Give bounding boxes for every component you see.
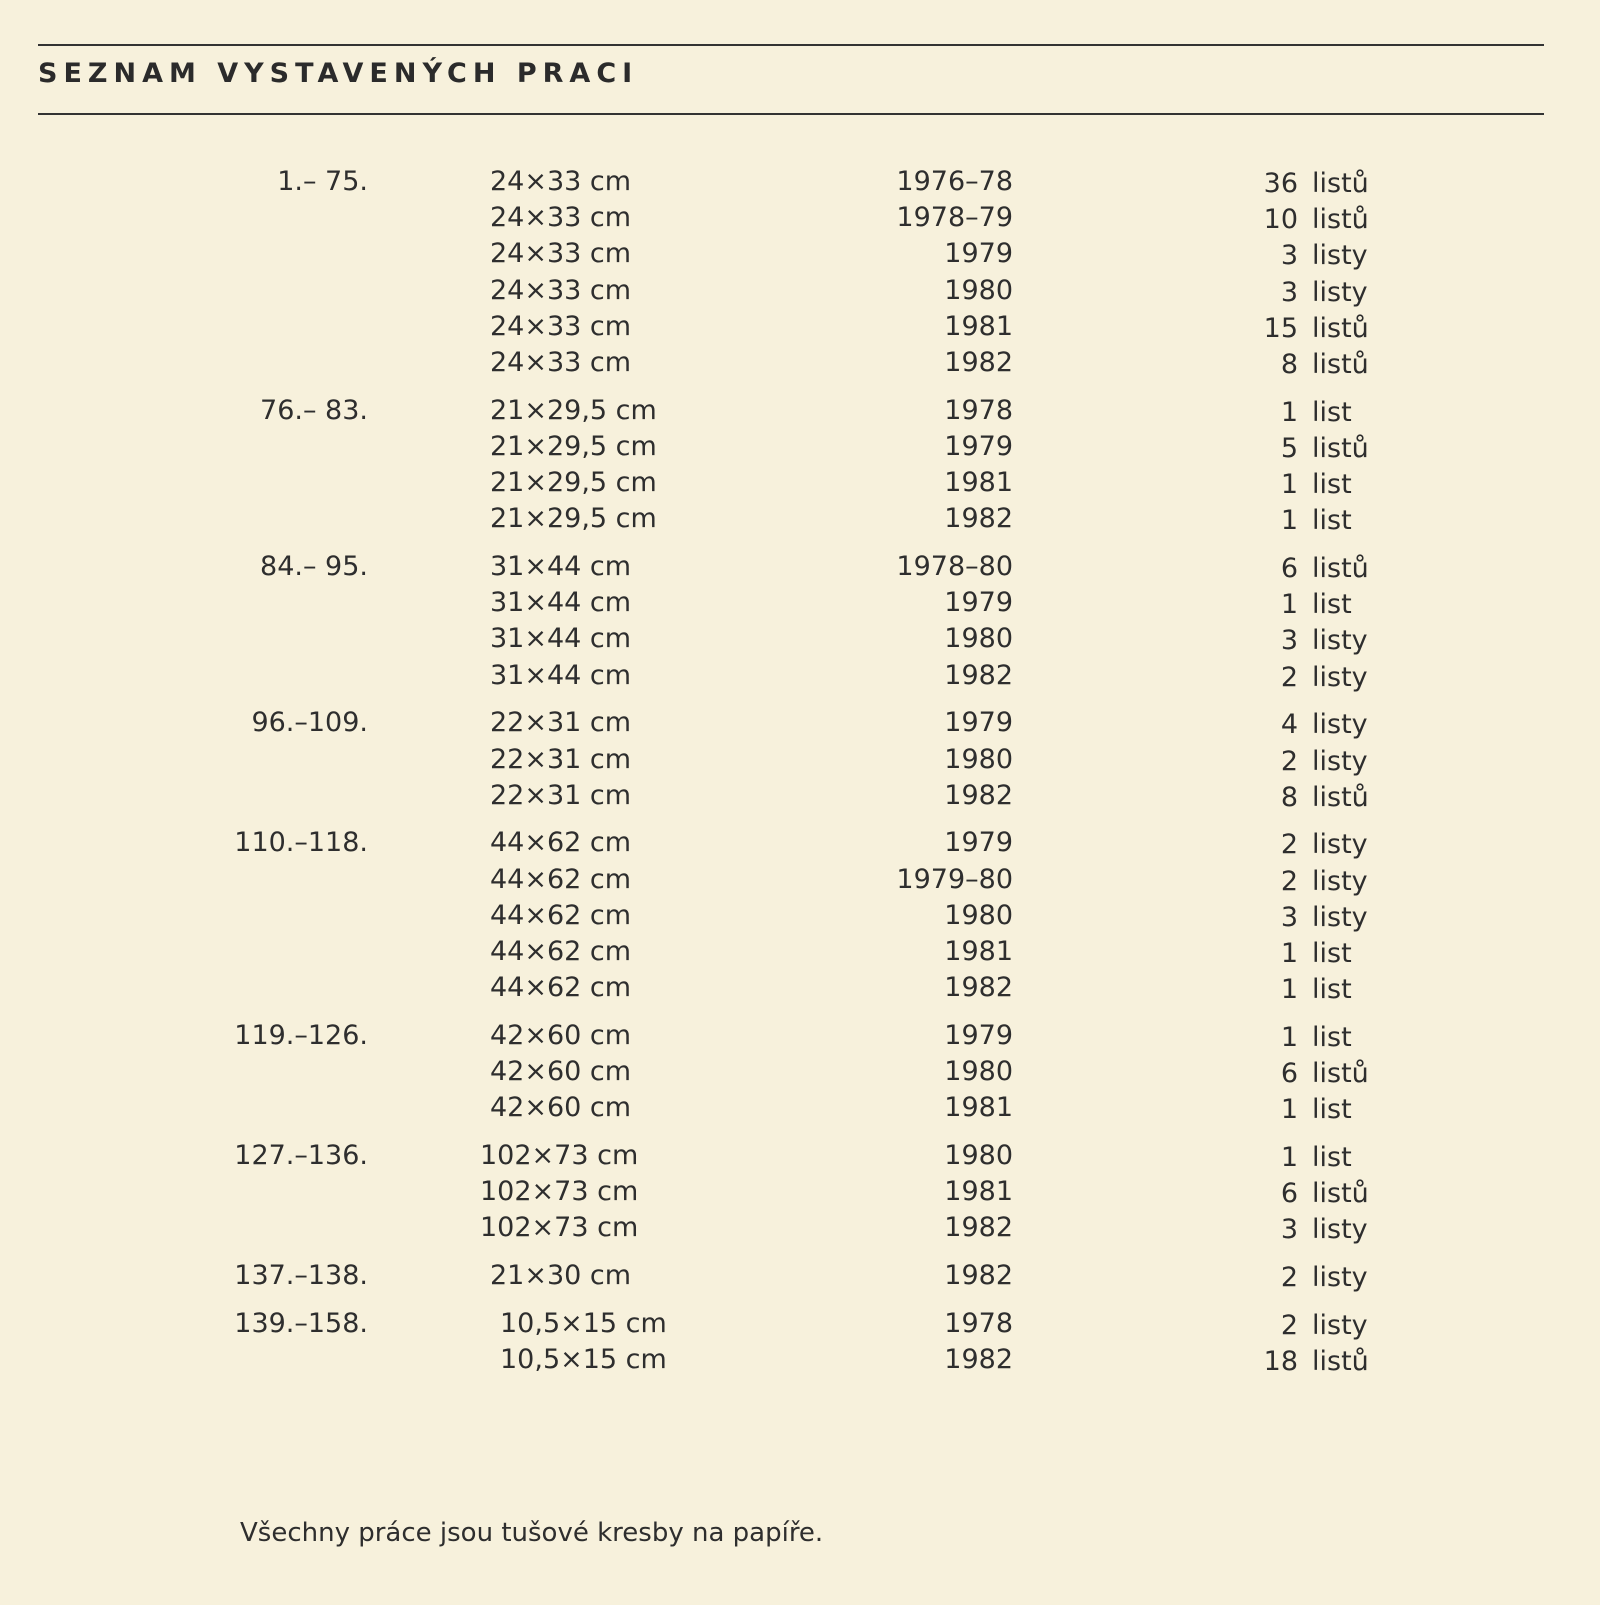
- entry-year: 1982: [944, 347, 1013, 378]
- entry-range: 127.–136.: [234, 1140, 368, 1171]
- entry-dimensions: 31×44 cm: [490, 659, 632, 691]
- entry-year: 1980: [944, 743, 1013, 775]
- entry-count-unit: listy: [1312, 240, 1368, 272]
- entry-count-number: 10: [1263, 204, 1298, 236]
- entry-dimensions: 44×62 cm: [490, 972, 632, 1004]
- entry-dimensions: 44×62 cm: [490, 899, 632, 931]
- entry-year: 1980: [944, 1140, 1013, 1171]
- entry-count: [1254, 168, 1369, 200]
- entry-year: 1978–80: [896, 551, 1013, 582]
- entry-count: [1254, 1022, 1352, 1054]
- entry-range: 84.– 95.: [260, 551, 368, 582]
- entry-count: [1254, 505, 1352, 537]
- entry-year: 1978–79: [896, 202, 1013, 234]
- entry-count-unit: listů: [1312, 1346, 1369, 1377]
- entry-count-unit: list: [1312, 1094, 1352, 1126]
- entry-count-number: 3: [1280, 276, 1298, 308]
- entry-dimensions: 10,5×15 cm: [500, 1344, 667, 1375]
- entry-dimensions: 21×30 cm: [490, 1260, 632, 1292]
- entry-year: 1981: [944, 467, 1013, 499]
- entry-count-unit: listů: [1312, 349, 1369, 380]
- entry-dimensions: 21×29,5 cm: [490, 430, 657, 462]
- entry-dimensions: 24×33 cm: [490, 202, 632, 234]
- entry-count-unit: listy: [1312, 901, 1368, 933]
- entry-year: 1979–80: [896, 863, 1013, 895]
- entry-dimensions: 102×73 cm: [480, 1212, 639, 1244]
- entry-count-unit: list: [1312, 396, 1352, 428]
- entry-count: [1254, 1178, 1369, 1210]
- entry-dimensions: 24×33 cm: [490, 310, 632, 342]
- entry-dimensions: 44×62 cm: [490, 863, 632, 895]
- page-title: SEZNAM VYSTAVENÝCH PRACI: [38, 58, 639, 89]
- entry-count-number: 8: [1280, 349, 1298, 380]
- entry-year: 1981: [944, 1092, 1013, 1124]
- entry-count-number: 1: [1280, 469, 1298, 501]
- entry-count-number: 2: [1280, 745, 1298, 777]
- entry-count: [1254, 313, 1369, 345]
- entry-count-number: 6: [1280, 1058, 1298, 1090]
- entry-count-number: 4: [1280, 709, 1298, 741]
- entry-count: [1254, 553, 1369, 585]
- entry-count-unit: listů: [1312, 204, 1369, 236]
- entry-count: [1254, 1262, 1368, 1294]
- entry-range: 119.–126.: [234, 1019, 368, 1051]
- entry-count: [1254, 397, 1352, 429]
- entry-count-number: 1: [1280, 505, 1298, 537]
- entry-count-number: 2: [1280, 661, 1298, 693]
- entry-dimensions: 24×33 cm: [490, 166, 632, 197]
- entry-year: 1980: [944, 1056, 1013, 1088]
- entry-count-number: 3: [1280, 901, 1298, 933]
- entry-count: [1254, 240, 1368, 272]
- entry-year: 1979: [944, 238, 1013, 270]
- entry-count-unit: listů: [1312, 432, 1369, 464]
- entry-year: 1981: [944, 936, 1013, 967]
- entry-year: 1979: [944, 827, 1013, 859]
- entry-range: 137.–138.: [234, 1260, 368, 1292]
- entry-count-number: 18: [1263, 1346, 1298, 1377]
- entry-range: 96.–109.: [251, 707, 368, 739]
- entry-dimensions: 22×31 cm: [490, 743, 632, 775]
- entry-dimensions: 22×31 cm: [490, 707, 632, 739]
- entry-range: 139.–158.: [234, 1307, 368, 1339]
- entry-count-number: 8: [1280, 781, 1298, 813]
- entry-count: [1254, 1094, 1352, 1126]
- entry-count: [1254, 938, 1352, 970]
- entry-dimensions: 42×60 cm: [490, 1092, 632, 1124]
- entry-count-unit: listů: [1312, 1058, 1369, 1090]
- entry-count: [1254, 709, 1368, 741]
- entry-year: 1982: [944, 503, 1013, 535]
- entry-dimensions: 102×73 cm: [480, 1176, 639, 1208]
- entry-year: 1979: [944, 707, 1013, 739]
- entry-count-number: 2: [1280, 1309, 1298, 1341]
- entry-count: [1254, 1142, 1352, 1174]
- entry-count: [1254, 829, 1368, 861]
- entry-year: 1981: [944, 310, 1013, 342]
- entry-range: 1.– 75.: [277, 166, 368, 197]
- entry-count: [1254, 277, 1368, 309]
- entry-dimensions: 22×31 cm: [490, 779, 632, 811]
- entry-year: 1982: [944, 1344, 1013, 1375]
- entry-count: [1254, 866, 1368, 898]
- entry-count: [1254, 469, 1352, 501]
- footer-note: Všechny práce jsou tušové kresby na papíře.: [240, 1518, 824, 1548]
- entry-dimensions: 24×33 cm: [490, 347, 632, 378]
- entry-year: 1979: [944, 430, 1013, 462]
- entry-count-number: 3: [1280, 625, 1298, 657]
- entry-count-number: 1: [1280, 1021, 1298, 1053]
- entry-dimensions: 21×29,5 cm: [490, 394, 657, 426]
- entry-count-unit: listy: [1312, 625, 1368, 657]
- entry-count: [1254, 662, 1368, 694]
- entry-count: [1254, 902, 1368, 934]
- entry-count: [1254, 1058, 1369, 1090]
- entry-count: [1254, 746, 1368, 778]
- entry-count-unit: listy: [1312, 745, 1368, 777]
- entry-count-unit: listy: [1312, 865, 1368, 897]
- entry-count-unit: listy: [1312, 1262, 1368, 1294]
- entry-count-number: 15: [1263, 312, 1298, 344]
- entry-count: [1254, 1214, 1368, 1246]
- entry-year: 1982: [944, 1212, 1013, 1244]
- entry-dimensions: 24×33 cm: [490, 238, 632, 270]
- entry-count-number: 1: [1280, 589, 1298, 621]
- entry-dimensions: 102×73 cm: [480, 1140, 639, 1171]
- entry-year: 1980: [944, 623, 1013, 655]
- entry-count-number: 36: [1263, 168, 1298, 199]
- entry-year: 1981: [944, 1176, 1013, 1208]
- entry-dimensions: 21×29,5 cm: [490, 467, 657, 499]
- entry-count-unit: listů: [1312, 553, 1369, 584]
- entry-year: 1979: [944, 1019, 1013, 1051]
- entry-dimensions: 24×33 cm: [490, 274, 632, 306]
- entry-count-unit: list: [1312, 505, 1352, 537]
- entry-count-unit: listy: [1312, 829, 1368, 861]
- entry-count: [1254, 974, 1352, 1006]
- entry-dimensions: 42×60 cm: [490, 1019, 632, 1051]
- entry-dimensions: 10,5×15 cm: [500, 1307, 667, 1339]
- entry-count: [1254, 589, 1352, 621]
- entry-count-unit: listů: [1312, 781, 1369, 813]
- entry-count: [1254, 204, 1369, 236]
- entry-dimensions: 42×60 cm: [490, 1056, 632, 1088]
- entry-count-unit: listů: [1312, 168, 1369, 199]
- entry-year: 1982: [944, 779, 1013, 811]
- entry-dimensions: 31×44 cm: [490, 587, 632, 619]
- entry-year: 1979: [944, 587, 1013, 619]
- entry-count-unit: listy: [1312, 709, 1368, 741]
- entry-count-number: 2: [1280, 865, 1298, 897]
- entry-count: [1254, 433, 1369, 465]
- entry-count-number: 6: [1280, 1178, 1298, 1210]
- entry-range: 76.– 83.: [260, 394, 368, 426]
- entry-count-unit: listy: [1312, 276, 1368, 308]
- entry-count-unit: list: [1312, 469, 1352, 501]
- entry-count-unit: list: [1312, 1021, 1352, 1053]
- entry-count-unit: listy: [1312, 661, 1368, 693]
- entry-dimensions: 21×29,5 cm: [490, 503, 657, 535]
- entry-year: 1982: [944, 1260, 1013, 1292]
- entry-count-number: 3: [1280, 240, 1298, 272]
- entry-count: [1254, 1346, 1369, 1378]
- entry-count-number: 5: [1280, 432, 1298, 464]
- entry-count: [1254, 1310, 1368, 1342]
- entry-count: [1254, 782, 1369, 814]
- entry-year: 1980: [944, 274, 1013, 306]
- entry-count: [1254, 349, 1369, 381]
- entry-count-unit: listů: [1312, 1178, 1369, 1210]
- entry-count-unit: list: [1312, 589, 1352, 621]
- entry-count-number: 2: [1280, 1262, 1298, 1294]
- entry-year: 1978: [944, 1307, 1013, 1339]
- entry-count-number: 3: [1280, 1214, 1298, 1246]
- entry-dimensions: 31×44 cm: [490, 623, 632, 655]
- entry-year: 1978: [944, 394, 1013, 426]
- entry-count-number: 2: [1280, 829, 1298, 861]
- entry-count-unit: listů: [1312, 312, 1369, 344]
- entry-count-number: 1: [1280, 1142, 1298, 1173]
- entry-year: 1980: [944, 899, 1013, 931]
- entry-count-unit: list: [1312, 974, 1352, 1006]
- entry-dimensions: 44×62 cm: [490, 936, 632, 967]
- entry-count-number: 1: [1280, 396, 1298, 428]
- entry-count-unit: listy: [1312, 1309, 1368, 1341]
- entry-range: 110.–118.: [234, 827, 368, 859]
- entry-year: 1982: [944, 659, 1013, 691]
- entry-count-unit: listy: [1312, 1214, 1368, 1246]
- entry-year: 1976–78: [896, 166, 1013, 197]
- entry-year: 1982: [944, 972, 1013, 1004]
- entry-dimensions: 31×44 cm: [490, 551, 632, 582]
- entry-count: [1254, 625, 1368, 657]
- entry-count-number: 1: [1280, 1094, 1298, 1126]
- entry-count-unit: list: [1312, 938, 1352, 969]
- entry-dimensions: 44×62 cm: [490, 827, 632, 859]
- entry-count-unit: list: [1312, 1142, 1352, 1173]
- entry-count-number: 6: [1280, 553, 1298, 584]
- entry-count-number: 1: [1280, 938, 1298, 969]
- entry-count-number: 1: [1280, 974, 1298, 1006]
